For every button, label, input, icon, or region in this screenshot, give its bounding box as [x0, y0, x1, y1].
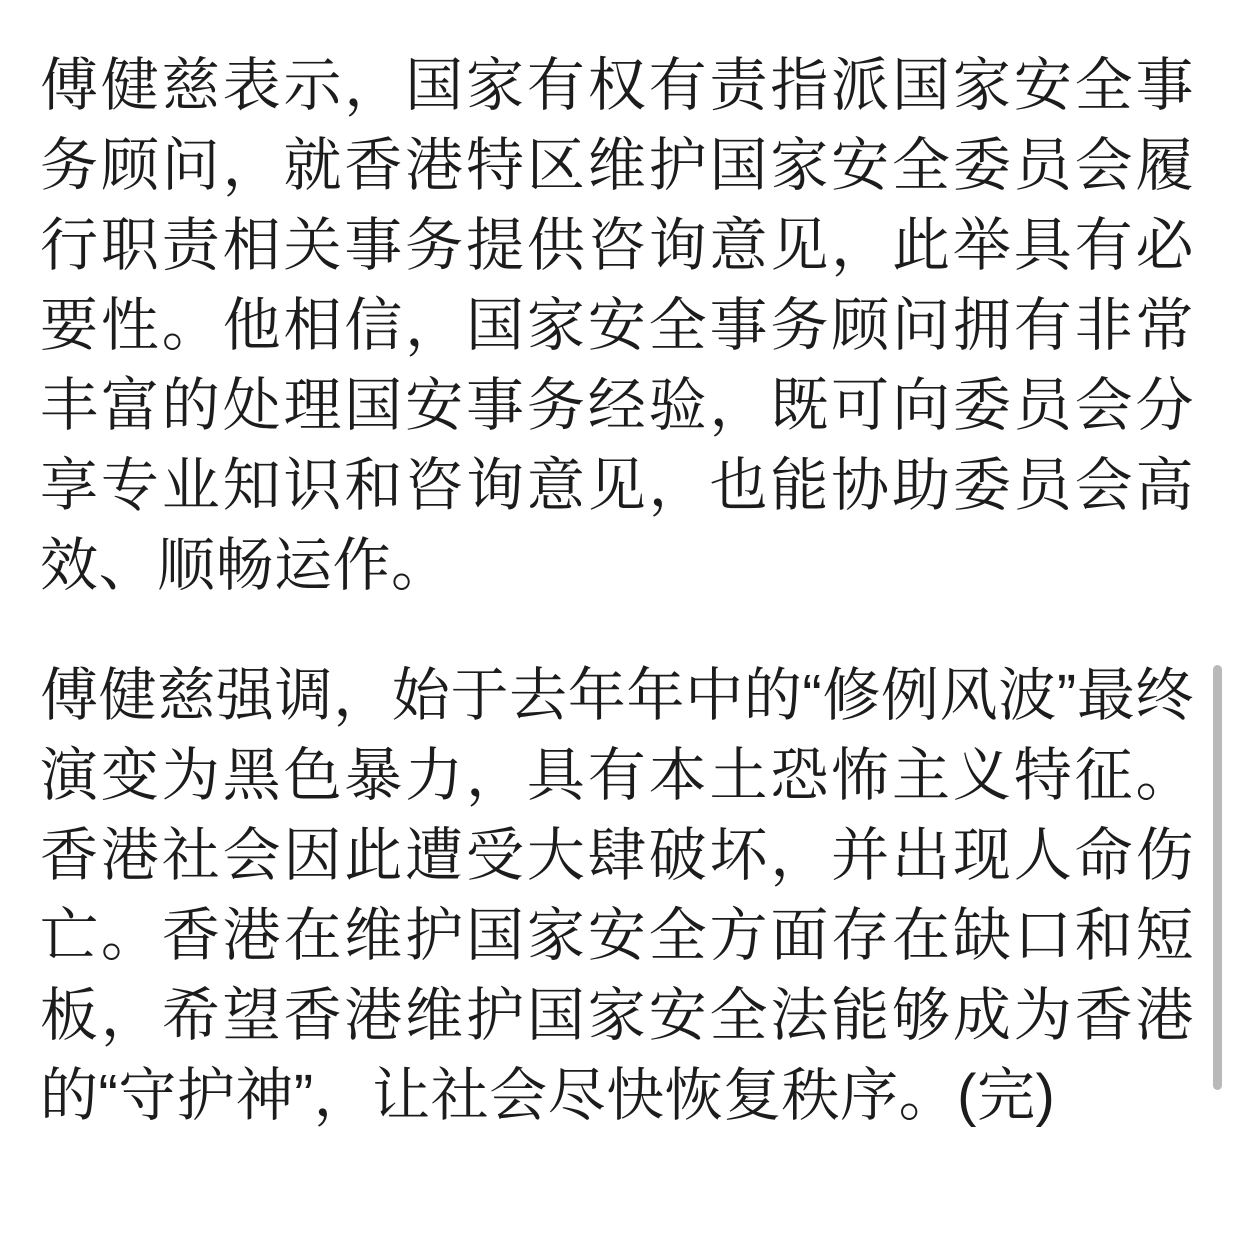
vertical-scrollbar-track[interactable] [1222, 0, 1232, 1241]
article-paragraph: 傅健慈表示，国家有权有责指派国家安全事务顾问，就香港特区维护国家安全委员会履行职责相关事务提供咨询意见，此举具有必要性。他相信，国家安全事务顾问拥有非常丰富的处理国安事务经验，既可向委员会分享专业知识和咨询意见，也能协助委员会高效、顺畅运作。 [40, 53, 1194, 599]
article-paragraph: 傅健慈强调，始于去年年中的“修例风波”最终演变为黑色暴力，具有本土恐怖主义特征。香港社会因此遭受大肆破坏，并出现人命伤亡。香港在维护国家安全方面存在缺口和短板，希望香港维护国家安全法能够成为香港的“守护神”，让社会尽快恢复秩序。(完) [40, 663, 1194, 1129]
vertical-scrollbar-thumb[interactable] [1213, 665, 1222, 1090]
